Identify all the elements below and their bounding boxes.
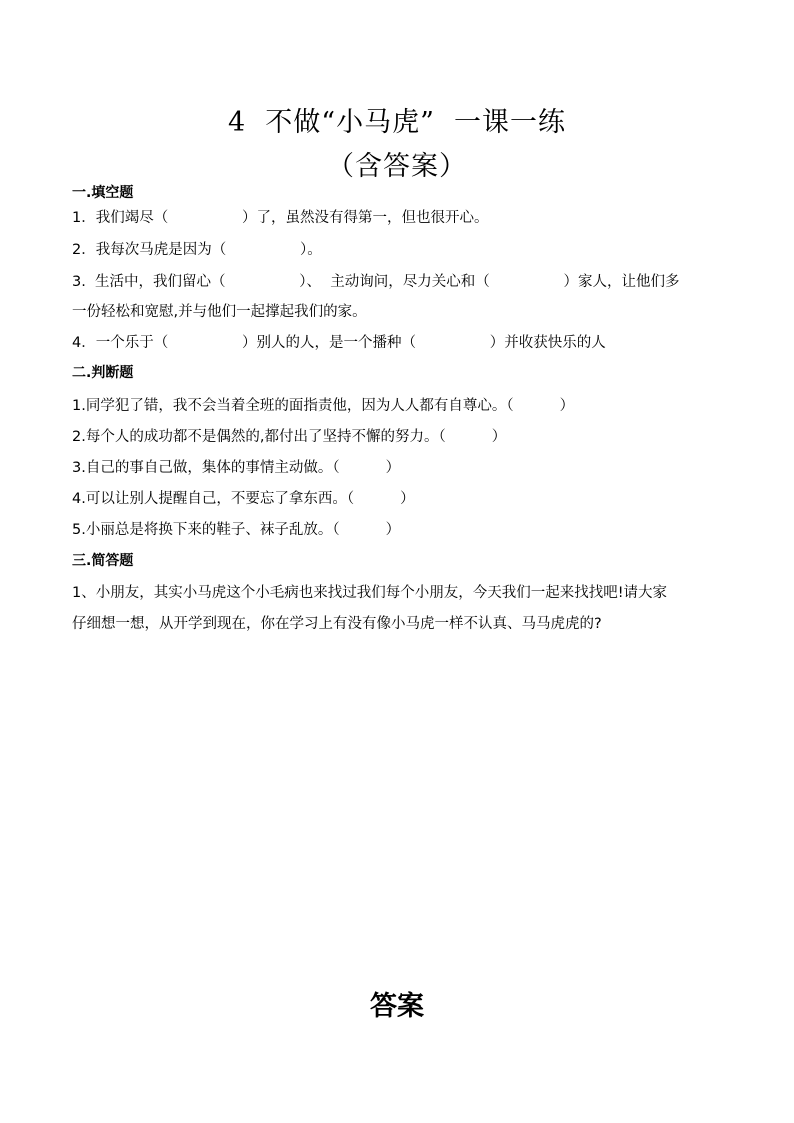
fill-blank-question-4: 4．一个乐于（ ）别人的人，是一个播种（ ）并收获快乐的人: [72, 335, 606, 351]
worksheet-title: 4 不做“小马虎” 一课一练: [227, 107, 567, 138]
fill-blank-question-2: 2．我每次马虎是因为（ ）。: [72, 242, 322, 258]
true-false-question-1: 1.同学犯了错，我不会当着全班的面指责他，因为人人都有自尊心。（ ）: [72, 398, 575, 414]
short-answer-question-1: 1、小朋友，其实小马虎这个小毛病也来找过我们每个小朋友，今天我们一起来找找吧!请大家: [72, 585, 668, 601]
fill-blank-question-1: 1．我们竭尽（ ）了，虽然没有得第一，但也很开心。: [72, 210, 489, 226]
true-false-question-5: 5.小丽总是将换下来的鞋子、袜子乱放。（ ）: [72, 522, 401, 538]
answer-heading: 答案: [370, 991, 424, 1022]
short-answer-question-1-cont: 仔细想一想，从开学到现在，你在学习上有没有像小马虎一样不认真、马马虎虎的?: [72, 616, 602, 632]
fill-blank-question-3: 3. 生活中，我们留心（ ）、 主动询问，尽力关心和（ ）家人，让他们多: [72, 274, 680, 290]
true-false-question-4: 4.可以让别人提醒自己，不要忘了拿东西。（ ）: [72, 491, 415, 507]
worksheet-subtitle: （含答案）: [327, 151, 467, 182]
true-false-question-3: 3.自己的事自己做，集体的事情主动做。（ ）: [72, 460, 401, 476]
fill-blank-question-3-cont: 一份轻松和宽慰,并与他们一起撑起我们的家。: [72, 304, 367, 320]
section-heading-true-false: 二.判断题: [72, 365, 134, 381]
section-heading-fill-blank: 一.填空题: [72, 185, 134, 201]
section-heading-short-answer: 三.简答题: [72, 553, 134, 569]
true-false-question-2: 2.每个人的成功都不是偶然的,都付出了坚持不懈的努力。（ ）: [72, 429, 507, 445]
